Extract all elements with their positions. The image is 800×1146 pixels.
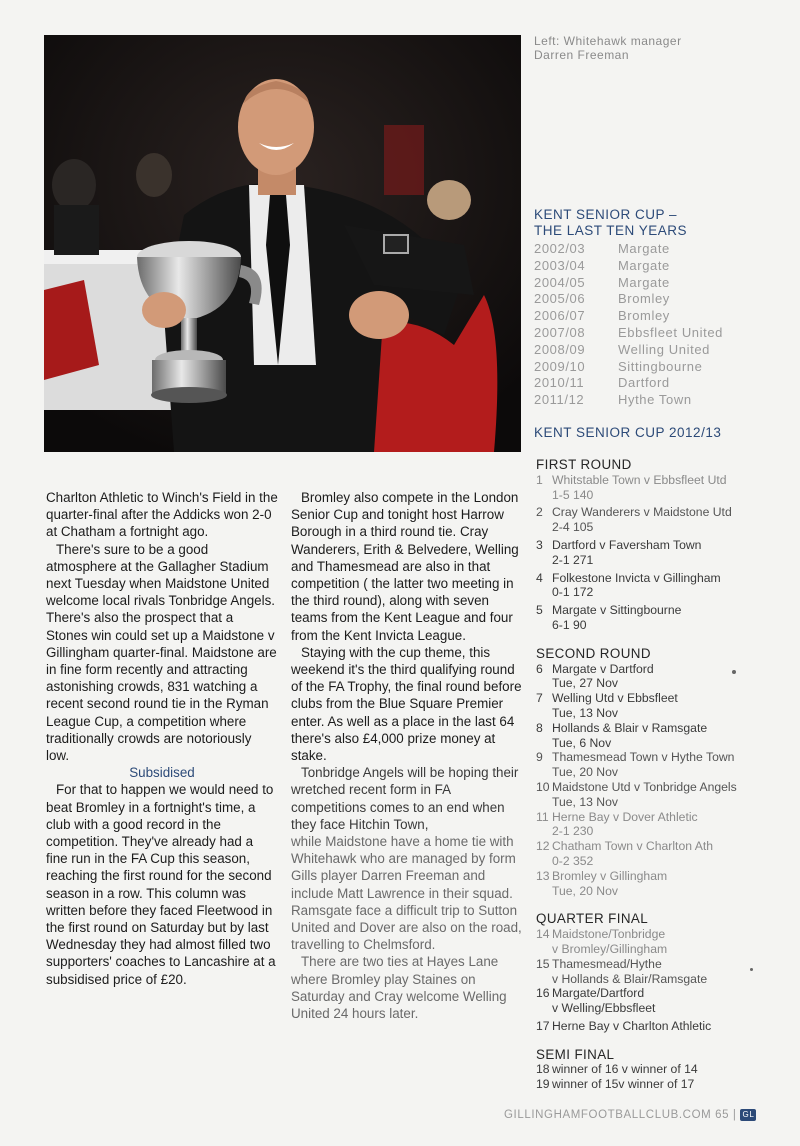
article-paragraph: Charlton Athletic to Winch's Field in the quarter-final after the Addicks won 2-0 at Chatham a fortnight ago.	[46, 490, 278, 540]
fixture-number: 5	[536, 603, 543, 618]
fixture	[536, 1062, 786, 1077]
fixture-number: 12	[536, 839, 550, 854]
fixture-teams: Thamesmead/Hythe	[552, 956, 662, 971]
article-paragraph: Bromley also compete in the London Senior Cup and tonight host Harrow Borough in a third round tie. Cray Wanderers, Erith & Belvedere, Welling and Thamesmead are also in that competition ( the latter two meeting in the third round), along with seven teams from the Kent League and four from the Kent Invicta League.	[291, 490, 519, 643]
caption-line-1: Left: Whitehawk manager	[534, 34, 682, 48]
article-paragraph: For that to happen we would need to beat Bromley in a fortnight's time, a club with a good record in the competition. They've already had a fine run in the FA Cup this season, reaching the first round for the second season in a row. This column was written before they faced Fleetwood in the first round on Saturday but by last Wednesday they had almost filled two supporters' coaches to Lancashire at a subsidised price of £20.	[46, 782, 276, 987]
fixture-teams: Maidstone Utd v Tonbridge Angels	[552, 779, 737, 794]
fixture	[536, 662, 786, 692]
cup-title: KENT SENIOR CUP 2012/13	[534, 425, 722, 440]
page-footer	[504, 1109, 756, 1121]
fixture-detail: 0-2 352	[552, 853, 594, 868]
first-round-heading: FIRST ROUND	[536, 457, 632, 472]
fixture	[536, 839, 786, 869]
fixture-number: 6	[536, 661, 543, 676]
ten-years-row	[534, 325, 784, 342]
fixture	[536, 721, 786, 751]
fixture-teams: Maidstone/Tonbridge	[552, 927, 666, 942]
fixture	[536, 986, 786, 1016]
fixture-detail: Tue, 20 Nov	[552, 883, 618, 898]
caption-line-2: Darren Freeman	[534, 48, 630, 62]
ten-years-row	[534, 308, 784, 325]
fixture-number: 3	[536, 537, 543, 552]
fixture-detail: Tue, 27 Nov	[552, 676, 618, 691]
photo-caption	[534, 34, 682, 62]
fixture-number: 18	[536, 1062, 550, 1077]
fixture	[536, 571, 786, 601]
fixture-detail: 1-5 140	[552, 487, 594, 502]
quarter-final-heading: QUARTER FINAL	[536, 911, 649, 927]
fixture	[536, 538, 786, 568]
season: 2011/12	[534, 392, 585, 408]
fixture	[536, 691, 786, 721]
fixture-detail: 0-1 172	[552, 585, 594, 600]
fixture-number: 19	[536, 1077, 550, 1092]
fixture	[536, 869, 786, 899]
fixture-number: 4	[536, 570, 543, 585]
article-paragraph: while Maidstone have a home tie with Whitehawk who are managed by form Gills player Darren Freeman and include Matt Lawrence in their squad. Ramsgate face a difficult trip to Sutton United and Dover are also on the road, travelling to Chelmsford.	[291, 834, 522, 953]
fixture-teams: winner of 15v winner of 17	[552, 1077, 695, 1092]
fixture-detail: v Bromley/Gillingham	[552, 941, 668, 956]
manager-with-trophy-image	[44, 35, 521, 452]
winner: Margate	[618, 241, 670, 256]
fixture	[536, 603, 786, 633]
fixture-teams: Margate/Dartford	[552, 986, 645, 1001]
ten-years-row	[534, 258, 784, 275]
ten-years-row	[534, 342, 784, 359]
ten-years-row	[534, 241, 784, 258]
season: 2004/05	[534, 274, 586, 290]
fixture-number: 1	[536, 472, 543, 487]
fixture-detail: 2-4 105	[552, 520, 594, 535]
ten-years-row	[534, 275, 784, 292]
article-column-2	[291, 489, 523, 1022]
fixture-detail: v Hollands & Blair/Ramsgate	[552, 971, 708, 986]
season: 2007/08	[534, 324, 586, 340]
winner: Sittingbourne	[618, 358, 703, 374]
ten-years-row	[534, 375, 784, 392]
second-round-heading: SECOND ROUND	[536, 645, 651, 661]
fixture	[536, 750, 786, 780]
season: 2003/04	[534, 257, 586, 273]
winner: Hythe Town	[618, 392, 692, 408]
fixture	[536, 957, 786, 987]
article-paragraph: There's sure to be a good atmosphere at the Gallagher Stadium next Tuesday when Maidstone United welcome local rivals Tonbridge Angels. There's also the prospect that a Stones win could set up a Maidstone v Gillingham quarter-final. Maidstone are in fine form recently and attracting astonishing crowds, 831 watching a recent second round tie in the Ryman League Cup, a competition where traditionally crowds are notoriously low.	[46, 541, 277, 764]
cup-title-block	[534, 425, 784, 441]
fixture	[536, 810, 786, 840]
fixture-teams: Bromley v Gillingham	[552, 868, 668, 883]
season: 2006/07	[534, 308, 586, 324]
ten-years-row	[534, 291, 784, 308]
winner: Dartford	[618, 375, 670, 391]
ten-years-panel	[534, 207, 784, 409]
print-dot	[750, 968, 753, 971]
fixture	[536, 780, 786, 810]
fixture-number: 16	[536, 986, 550, 1001]
fixture-number: 2	[536, 505, 543, 520]
fixture	[536, 505, 786, 535]
fixture-teams: Margate v Sittingbourne	[552, 603, 682, 618]
fixture-number: 13	[536, 868, 550, 883]
footer-text: GILLINGHAMFOOTBALLCLUB.COM 65 |	[504, 1109, 737, 1122]
season: 2005/06	[534, 291, 586, 307]
fixture	[536, 1077, 786, 1092]
fixture	[536, 473, 786, 503]
fixture	[536, 1019, 786, 1034]
winner: Bromley	[618, 291, 670, 307]
fixture	[536, 927, 786, 957]
fixture-number: 15	[536, 956, 550, 971]
fixture-teams: Welling Utd v Ebbsfleet	[552, 691, 678, 706]
fixture-teams: Herne Bay v Charlton Athletic	[552, 1018, 712, 1033]
semi-final-heading: SEMI FINAL	[536, 1046, 615, 1062]
fixture-teams: Folkestone Invicta v Gillingham	[552, 570, 721, 585]
fixture-detail: Tue, 13 Nov	[552, 705, 618, 720]
winner: Ebbsfleet United	[618, 324, 723, 340]
fixture-number: 14	[536, 927, 550, 942]
manager-photo	[44, 35, 521, 452]
fixture-teams: Whitstable Town v Ebbsfleet Utd	[552, 472, 727, 487]
fixture-teams: Chatham Town v Charlton Ath	[552, 839, 714, 854]
ten-years-table	[534, 241, 784, 409]
fixture-number: 9	[536, 750, 543, 765]
winner: Welling United	[618, 341, 710, 357]
fixture-number: 17	[536, 1018, 550, 1033]
fixture-detail: 2-1 271	[552, 552, 594, 567]
fixture-detail: Tue, 13 Nov	[552, 794, 618, 809]
print-dot	[732, 670, 736, 674]
article-column-1	[46, 489, 278, 988]
fixture-number: 7	[536, 691, 543, 706]
season: 2010/11	[534, 375, 585, 391]
ten-years-title-1: KENT SENIOR CUP –	[534, 207, 678, 222]
fixture-detail: 2-1 230	[552, 824, 594, 839]
fixture-teams: Dartford v Faversham Town	[552, 537, 702, 552]
fixture-detail: 6-1 90	[552, 617, 587, 632]
fixture-number: 10	[536, 779, 550, 794]
fixture-teams: Thamesmead Town v Hythe Town	[552, 750, 735, 765]
winner: Margate	[618, 257, 670, 273]
fixture-detail: Tue, 20 Nov	[552, 765, 618, 780]
fixture-teams: Margate v Dartford	[552, 661, 654, 676]
article-paragraph: Staying with the cup theme, this weekend it's the third qualifying round of the FA Trophy, the final round before clubs from the Blue Square Premier enter. As well as a place in the last 64 there's also £4,000 prize money at stake.	[291, 644, 522, 764]
ten-years-row	[534, 392, 784, 409]
fixture-detail: Tue, 6 Nov	[552, 735, 612, 750]
ten-years-row	[534, 359, 784, 376]
fixture-detail: v Welling/Ebbsfleet	[552, 1001, 656, 1016]
ten-years-title-2: THE LAST TEN YEARS	[534, 223, 688, 238]
rounds-panel	[536, 458, 786, 1092]
fixture-teams: Cray Wanderers v Maidstone Utd	[552, 505, 732, 520]
article-subheading: Subsidised	[129, 765, 195, 781]
fixture-number: 8	[536, 720, 543, 735]
winner: Margate	[618, 274, 670, 290]
club-logo-icon: GL	[740, 1109, 756, 1121]
season: 2009/10	[534, 358, 586, 374]
fixture-number: 11	[536, 809, 549, 824]
article-paragraph: There are two ties at Hayes Lane where Bromley play Staines on Saturday and Cray welcome Welling United 24 hours later.	[291, 954, 507, 1022]
article-paragraph: Tonbridge Angels will be hoping their wretched recent form in FA competitions comes to an end when they face Hitchin Town,	[291, 765, 519, 832]
season: 2008/09	[534, 341, 586, 357]
winner: Bromley	[618, 308, 670, 324]
season: 2002/03	[534, 241, 586, 256]
fixture-teams: winner of 16 v winner of 14	[552, 1062, 698, 1077]
fixture-teams: Herne Bay v Dover Athletic	[552, 809, 698, 824]
fixture-teams: Hollands & Blair v Ramsgate	[552, 720, 708, 735]
